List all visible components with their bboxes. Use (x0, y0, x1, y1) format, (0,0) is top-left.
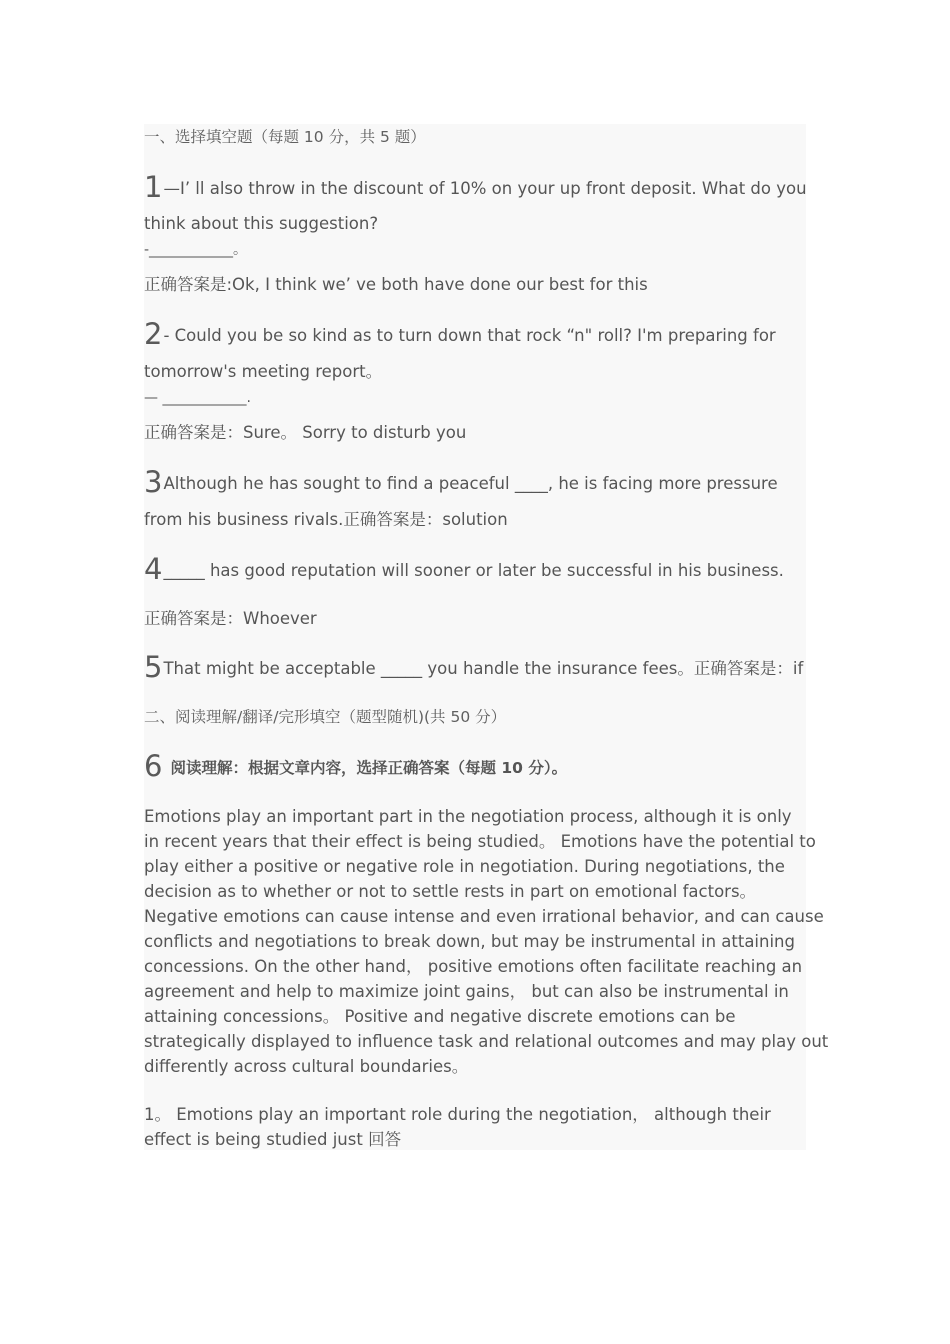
question-5-line-1 (144, 650, 804, 684)
passage-line: Negative emotions can cause intense and even irrational behavior, and can cause (144, 907, 824, 926)
question-2-answer: 正确答案是：Sure。 Sorry to disturb you (144, 423, 467, 442)
question-1-line-2: think about this suggestion? (144, 214, 379, 233)
question-number: 1 (144, 170, 163, 204)
passage-line: concessions. On the other hand， positive emotions often facilitate reaching an (144, 957, 803, 976)
question-4-line-1 (144, 552, 784, 586)
passage-line: Emotions play an important part in the negotiation process, although it is only (144, 807, 792, 826)
section-2-title: 二、阅读理解/翻译/完形填空（题型随机)(共 50 分） (144, 708, 507, 726)
question-number: 2 (144, 317, 163, 351)
question-number: 6 (144, 749, 163, 783)
reading-passage (144, 804, 829, 1079)
passage-line: in recent years that their effect is being studied。 Emotions have the potential to (144, 832, 816, 851)
sub-question-line: effect is being studied just 回答 (144, 1130, 402, 1149)
passage-line: agreement and help to maximize joint gains， but can also be instrumental in (144, 982, 789, 1001)
sub-question-1 (144, 1102, 814, 1152)
question-1-blank: -____________。 (144, 242, 248, 258)
section-1-title: 一、选择填空题（每题 10 分，共 5 题） (144, 128, 426, 146)
passage-line: attaining concessions。 Positive and negative discrete emotions can be (144, 1007, 736, 1026)
question-3-line-2: from his business rivals.正确答案是：solution (144, 510, 508, 529)
question-number: 5 (144, 650, 163, 684)
question-2-blank: — ____________. (144, 390, 251, 406)
question-2-line-1 (144, 317, 776, 351)
passage-line: conflicts and negotiations to break down, but may be instrumental in attaining (144, 932, 795, 951)
question-text: - Could you be so kind as to turn down that rock “n" roll? I'm preparing for (163, 326, 776, 345)
question-text: That might be acceptable _____ you handle the insurance fees。正确答案是：if (163, 659, 804, 678)
question-number: 4 (144, 552, 163, 586)
question-3-line-1 (144, 465, 778, 499)
question-number: 3 (144, 465, 163, 499)
question-1-answer: 正确答案是:Ok, I think we’ ve both have done our best for this (144, 275, 648, 294)
question-text: 阅读理解：根据文章内容，选择正确答案（每题 10 分）。 (170, 759, 568, 777)
question-text: _____ has good reputation will sooner or later be successful in his business. (163, 561, 784, 580)
question-2-line-2: tomorrow's meeting report。 (144, 362, 383, 381)
question-4-answer: 正确答案是：Whoever (144, 609, 317, 628)
question-text: Although he has sought to find a peaceful ____, he is facing more pressure (163, 474, 778, 493)
question-6-heading (144, 749, 568, 783)
sub-question-line: 1。 Emotions play an important role during the negotiation， although their (144, 1105, 771, 1124)
passage-line: decision as to whether or not to settle rests in part on emotional factors。 (144, 882, 757, 901)
question-1-line-1 (144, 170, 807, 204)
passage-line: strategically displayed to influence task and relational outcomes and may play out (144, 1032, 829, 1051)
question-text: —I’ ll also throw in the discount of 10% on your up front deposit. What do you (163, 179, 807, 198)
passage-line: differently across cultural boundaries。 (144, 1057, 469, 1076)
passage-line: play either a positive or negative role in negotiation. During negotiations, the (144, 857, 785, 876)
